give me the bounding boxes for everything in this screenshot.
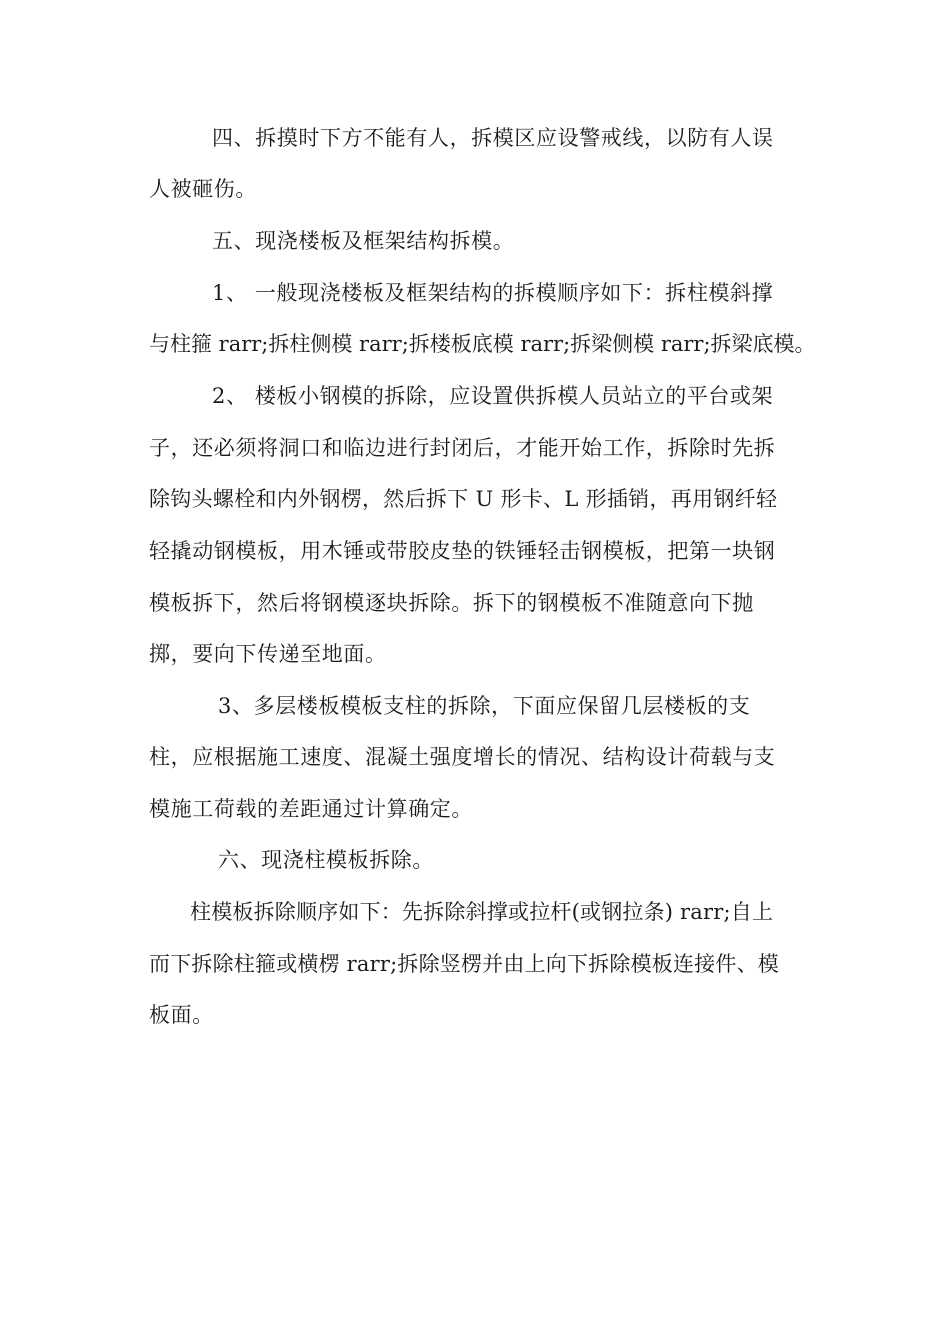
text-line: 与柱箍 rarr;拆柱侧模 rarr;拆楼板底模 rarr;拆梁侧模 rarr;拆梁底模。 — [149, 332, 816, 356]
text-line: 而下拆除柱箍或横楞 rarr;拆除竖楞并由上向下拆除模板连接件、模 — [149, 952, 779, 976]
text-line: 轻撬动钢模板，用木锤或带胶皮垫的铁锤轻击钢模板，把第一块钢 — [149, 539, 776, 563]
text-line: 人被砸伤。 — [149, 177, 257, 201]
text-line: 板面。 — [149, 1003, 214, 1027]
text-line: 1、 一般现浇楼板及框架结构的拆模顺序如下：拆柱模斜撑 — [212, 281, 774, 305]
text-line: 模板拆下，然后将钢模逐块拆除。拆下的钢模板不准随意向下抛 — [149, 591, 754, 615]
text-line: 模施工荷载的差距通过计算确定。 — [149, 797, 473, 821]
text-line: 柱，应根据施工速度、混凝土强度增长的情况、结构设计荷载与支 — [149, 745, 776, 769]
text-line: 五、现浇楼板及框架结构拆模。 — [212, 229, 515, 253]
text-line: 除钩头螺栓和内外钢楞，然后拆下 U 形卡、L 形插销，再用钢纤轻 — [149, 487, 778, 511]
text-line: 柱模板拆除顺序如下：先拆除斜撑或拉杆(或钢拉条) rarr;自上 — [190, 900, 774, 924]
text-line: 3、多层楼板模板支柱的拆除，下面应保留几层楼板的支 — [218, 694, 751, 718]
text-line: 子，还必须将洞口和临边进行封闭后，才能开始工作，拆除时先拆 — [149, 436, 776, 460]
text-line: 六、现浇柱模板拆除。 — [218, 848, 434, 872]
text-line: 四、拆摸时下方不能有人，拆模区应设警戒线，以防有人误 — [212, 126, 774, 150]
text-line: 掷，要向下传递至地面。 — [149, 642, 387, 666]
text-line: 2、 楼板小钢模的拆除，应设置供拆模人员站立的平台或架 — [212, 384, 774, 408]
